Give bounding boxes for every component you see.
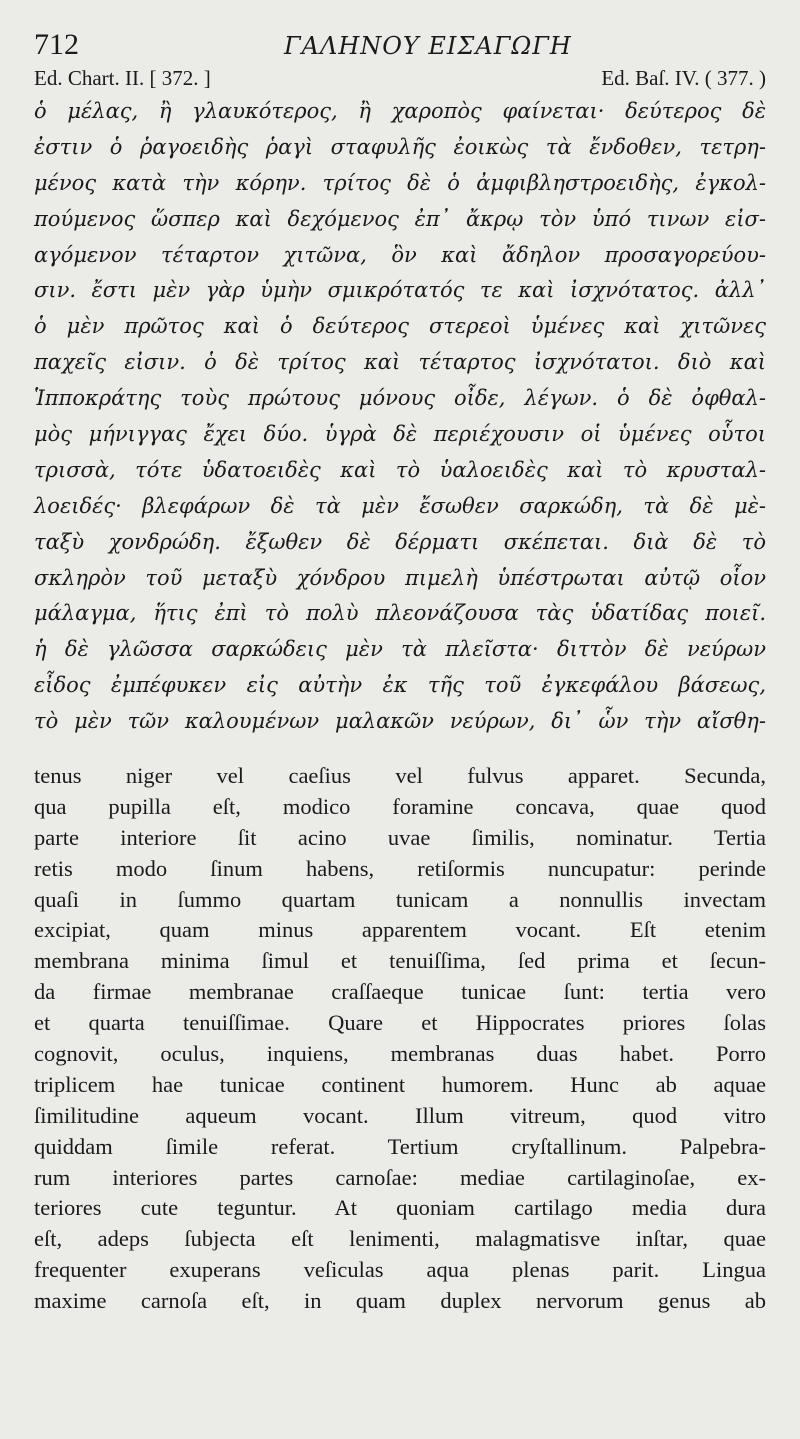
latin-text-line: membrana minima ſimul et tenuiſſima, ſed prima et ſecun-: [34, 948, 766, 974]
greek-text-line: τὸ μὲν τῶν καλουμένων μαλακῶν νεύρων, δι᾽ ὧν τὴν αἴσθη-: [34, 709, 766, 734]
edition-references: [34, 66, 766, 96]
latin-text-line: quiddam ſimile referat. Tertium cryſtallinum. Palpebra-: [34, 1133, 766, 1159]
latin-text-line: quaſi in ſummo quartam tunicam a nonnullis invectam: [34, 886, 766, 912]
greek-text-line: πούμενος ὥσπερ καὶ δεχόμενος ἐπ᾽ ἄκρῳ τὸν ὑπό τινων εἰσ-: [34, 206, 766, 231]
greek-text-line: μὸς μήνιγγας ἔχει δύο. ὑγρὰ δὲ περιέχουσιν οἱ ὑμένες οὗτοι: [34, 422, 766, 447]
latin-text-line: tenus niger vel caeſius vel fulvus apparet. Secunda,: [34, 763, 766, 788]
latin-text-line: maxime carnoſa eſt, in quam duplex nervorum genus ab: [34, 1288, 766, 1314]
page-number: 712: [34, 28, 79, 61]
greek-text-line: σιν. ἔστι μὲν γὰρ ὑμὴν σμικρότατός τε καὶ ἰσχνότατος. ἀλλ᾽: [34, 278, 766, 303]
latin-text-line: excipiat, quam minus apparentem vocant. Eſt etenim: [34, 917, 766, 943]
greek-text-line: παχεῖς εἰσιν. ὁ δὲ τρίτος καὶ τέταρτος ἰσχνότατοι. διὸ καὶ: [34, 350, 766, 375]
latin-text-line: triplicem hae tunicae continent humorem. Hunc ab aquae: [34, 1071, 766, 1097]
greek-text-line: ὁ μέλας, ἢ γλαυκότερος, ἢ χαροπὸς φαίνεται· δεύτερος δὲ: [34, 99, 766, 123]
latin-text-line: qua pupilla eſt, modico foramine concava, quae quod: [34, 793, 766, 819]
greek-text-line: εἶδος ἐμπέφυκεν εἰς αὐτὴν ἐκ τῆς τοῦ ἐγκεφάλου βάσεως,: [34, 673, 766, 698]
latin-text-line: da firmae membranae craſſaeque tunicae ſunt: tertia vero: [34, 979, 766, 1005]
latin-text-block: [34, 761, 766, 1317]
greek-text-line: ἡ δὲ γλῶσσα σαρκώδεις μὲν τὰ πλεῖστα· διττὸν δὲ νεύρων: [34, 637, 766, 662]
greek-text-line: ἐστιν ὁ ῥαγοειδὴς ῥαγὶ σταφυλῆς ἐοικὼς τὰ ἔνδοθεν, τετρη-: [34, 134, 766, 159]
basel-edition-reference: Ed. Baſ. IV. ( 377. ): [601, 66, 766, 90]
greek-text-line: μάλαγμα, ἥτις ἐπὶ τὸ πολὺ πλεονάζουσα τὰς ὑδατίδας ποιεῖ.: [34, 601, 766, 626]
latin-text-line: rum interiores partes carnoſae: mediae cartilaginoſae, ex-: [34, 1164, 766, 1190]
latin-text-line: cognovit, oculus, inquiens, membranas duas habet. Porro: [34, 1041, 766, 1067]
greek-text-line: σκληρὸν τοῦ μεταξὺ χόνδρου πιμελὴ ὑπέστρωται αὐτῷ οἷον: [34, 565, 766, 590]
column-separator: [0, 736, 800, 756]
greek-text-line: τρισσὰ, τότε ὑδατοειδὲς καὶ τὸ ὑαλοειδὲς καὶ τὸ κρυσταλ-: [34, 457, 766, 482]
running-title: ΓΑΛΗΝΟΥ ΕΙΣΑΓΩΓΗ: [284, 32, 572, 60]
greek-text-block: [34, 94, 766, 740]
greek-text-line: μένος κατὰ τὴν κόρην. τρίτος δὲ ὁ ἀμφιβληστροειδὴς, ἐγκολ-: [34, 170, 766, 195]
greek-text-line: Ἱπποκράτης τοὺς πρώτους μόνους οἶδε, λέγων. ὁ δὲ ὀφθαλ-: [34, 386, 766, 411]
latin-text-line: et quarta tenuiſſimae. Quare et Hippocrates priores ſolas: [34, 1010, 766, 1036]
running-head: [34, 28, 774, 68]
latin-text-line: ſimilitudine aqueum vocant. Illum vitreum, quod vitro: [34, 1102, 766, 1128]
latin-text-line: parte interiore ſit acino uvae ſimilis, nominatur. Tertia: [34, 824, 766, 850]
latin-text-line: retis modo ſinum habens, retiſormis nuncupatur: perinde: [34, 855, 766, 881]
chartier-edition-reference: Ed. Chart. II. [ 372. ]: [34, 66, 211, 90]
greek-text-line: αγόμενον τέταρτον χιτῶνα, ὃν καὶ ἄδηλον προσαγορεύου-: [34, 242, 766, 267]
greek-text-line: ταξὺ χονδρώδη. ἔξωθεν δὲ δέρματι σκέπεται. διὰ δὲ τὸ: [34, 529, 766, 554]
greek-text-line: ὁ μὲν πρῶτος καὶ ὁ δεύτερος στερεοὶ ὑμένες καὶ χιτῶνες: [34, 314, 766, 339]
greek-text-line: λοειδές· βλεφάρων δὲ τὰ μὲν ἔσωθεν σαρκώδη, τὰ δὲ μὲ-: [34, 493, 766, 518]
latin-text-line: frequenter exuperans veſiculas aqua plenas parit. Lingua: [34, 1257, 766, 1283]
latin-text-line: eſt, adeps ſubjecta eſt lenimenti, malagmatisve inſtar, quae: [34, 1226, 766, 1252]
latin-text-line: teriores cute teguntur. At quoniam cartilago media dura: [34, 1195, 766, 1221]
